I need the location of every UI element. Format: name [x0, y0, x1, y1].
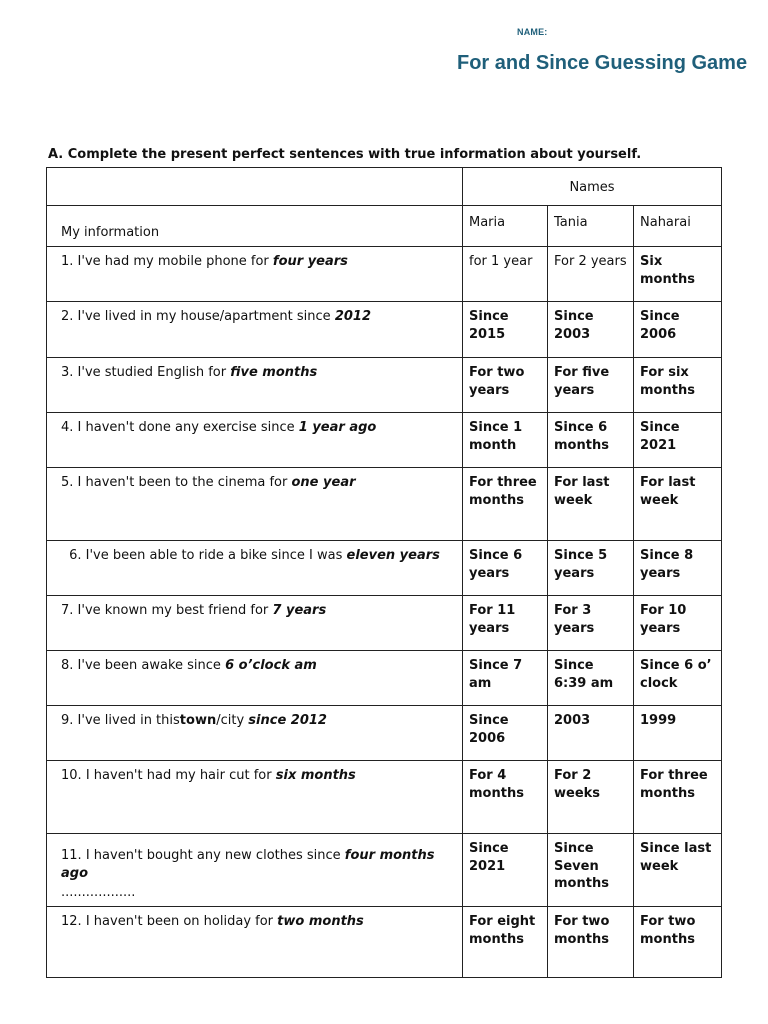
sentence-text: I haven't had my hair cut for: [85, 768, 272, 783]
sentence-text: I haven't been to the cinema for: [77, 475, 288, 490]
table-row: [47, 468, 722, 541]
answer-maria: Since 2021: [463, 834, 548, 907]
empty-header-cell: [47, 168, 463, 206]
answer-naharai: For two months: [634, 907, 722, 978]
person-naharai: Naharai: [634, 206, 722, 247]
answer-maria: For two years: [463, 358, 548, 413]
sentence-text: I haven't been on holiday for: [85, 914, 274, 929]
sentence-cell: [47, 247, 463, 302]
my-information-header: My information: [47, 206, 463, 247]
answer-naharai: Since 2006: [634, 302, 722, 358]
answer-naharai: For last week: [634, 468, 722, 541]
sentence-emphasis: 6 o’clock am: [225, 658, 317, 673]
sentence-cell: [47, 468, 463, 541]
sentence-emphasis: one year: [291, 475, 356, 490]
answer-naharai: Since last week: [634, 834, 722, 907]
sentence-emphasis: six months: [275, 768, 356, 783]
sentence-text: I've been awake since: [77, 658, 221, 673]
sentence-number: 9.: [61, 713, 74, 728]
sentence-number: 8.: [61, 658, 74, 673]
answer-naharai: 1999: [634, 706, 722, 761]
table-row: [47, 247, 722, 302]
sentence-text: I haven't bought any new clothes since: [85, 848, 341, 863]
sentence-number: 11.: [61, 848, 82, 863]
answer-naharai: For three months: [634, 761, 722, 834]
answer-tania: Since 5 years: [548, 541, 634, 596]
sentence-emphasis: 2012: [334, 309, 371, 324]
answer-maria: for 1 year: [463, 247, 548, 302]
name-label: NAME:: [517, 27, 548, 37]
sentence-number: 10.: [61, 768, 82, 783]
sentence-number: 12.: [61, 914, 82, 929]
answer-maria: Since 6 years: [463, 541, 548, 596]
sentence-cell: [47, 651, 463, 706]
sentence-emphasis-town: town: [179, 713, 217, 728]
answer-tania: 2003: [548, 706, 634, 761]
sentence-emphasis: four months ago: [61, 848, 435, 881]
sentence-emphasis: 1 year ago: [298, 420, 377, 435]
person-tania: Tania: [548, 206, 634, 247]
answer-maria: For 11 years: [463, 596, 548, 651]
answer-tania: Since 2003: [548, 302, 634, 358]
column-header-row: [47, 206, 722, 247]
answer-tania: For 3 years: [548, 596, 634, 651]
table-row: [47, 596, 722, 651]
table-row: [47, 541, 722, 596]
answer-tania: Since 6 months: [548, 413, 634, 468]
sentence-cell: [47, 596, 463, 651]
answer-naharai: Since 6 o’ clock: [634, 651, 722, 706]
answer-tania: For 2 years: [548, 247, 634, 302]
answer-maria: Since 7 am: [463, 651, 548, 706]
answer-naharai: For 10 years: [634, 596, 722, 651]
table-row: [47, 302, 722, 358]
answer-tania: For last week: [548, 468, 634, 541]
table-row: [47, 358, 722, 413]
sentence-text: I've had my mobile phone for: [77, 254, 269, 269]
table-row: [47, 706, 722, 761]
table-row: [47, 834, 722, 907]
sentence-text: I've been able to ride a bike since I was: [85, 548, 343, 563]
sentence-cell: [47, 541, 463, 596]
answer-tania: Since Seven months: [548, 834, 634, 907]
table-row: [47, 413, 722, 468]
answer-naharai: Since 2021: [634, 413, 722, 468]
answer-maria: For 4 months: [463, 761, 548, 834]
sentence-cell: [47, 413, 463, 468]
table-row: [47, 651, 722, 706]
sentence-number: 1.: [61, 254, 74, 269]
person-maria: Maria: [463, 206, 548, 247]
answer-naharai: For six months: [634, 358, 722, 413]
sentence-text: I've lived in my house/apartment since: [77, 309, 331, 324]
names-header: Names: [463, 168, 722, 206]
answer-blank: ..................: [61, 885, 136, 900]
answer-naharai: Since 8 years: [634, 541, 722, 596]
sentence-cell: [47, 834, 463, 907]
answer-naharai: Six months: [634, 247, 722, 302]
sentence-number: 2.: [61, 309, 74, 324]
answers-table: [46, 167, 722, 978]
sentence-emphasis: eleven years: [346, 548, 440, 563]
sentence-number: 7.: [61, 603, 74, 618]
sentence-number: 5.: [61, 475, 74, 490]
table-row: [47, 907, 722, 978]
answer-maria: For eight months: [463, 907, 548, 978]
instructions: A. Complete the present perfect sentences with true information about yourself.: [48, 147, 642, 162]
sentence-emphasis: five months: [230, 365, 318, 380]
answer-maria: Since 2015: [463, 302, 548, 358]
answer-tania: For 2 weeks: [548, 761, 634, 834]
sentence-number: 6.: [69, 548, 82, 563]
answer-maria: For three months: [463, 468, 548, 541]
sentence-text: I've studied English for: [77, 365, 227, 380]
sentence-emphasis: four years: [272, 254, 348, 269]
page-title: For and Since Guessing Game: [457, 52, 748, 74]
sentence-text: I've lived in this: [77, 713, 180, 728]
table-row: [47, 761, 722, 834]
sentence-cell: [47, 358, 463, 413]
sentence-text-city: /city: [216, 713, 245, 728]
sentence-cell: [47, 302, 463, 358]
sentence-cell: [47, 907, 463, 978]
answer-tania: Since 6:39 am: [548, 651, 634, 706]
sentence-emphasis: two months: [277, 914, 364, 929]
sentence-number: 4.: [61, 420, 74, 435]
sentence-cell: [47, 761, 463, 834]
sentence-number: 3.: [61, 365, 74, 380]
answer-tania: For five years: [548, 358, 634, 413]
sentence-emphasis: since 2012: [248, 713, 327, 728]
table-header-row: [47, 168, 722, 206]
answer-maria: Since 2006: [463, 706, 548, 761]
sentence-text: I've known my best friend for: [77, 603, 269, 618]
sentence-emphasis: 7 years: [272, 603, 327, 618]
answer-tania: For two months: [548, 907, 634, 978]
sentence-cell: [47, 706, 463, 761]
answer-maria: Since 1 month: [463, 413, 548, 468]
sentence-text: I haven't done any exercise since: [77, 420, 295, 435]
